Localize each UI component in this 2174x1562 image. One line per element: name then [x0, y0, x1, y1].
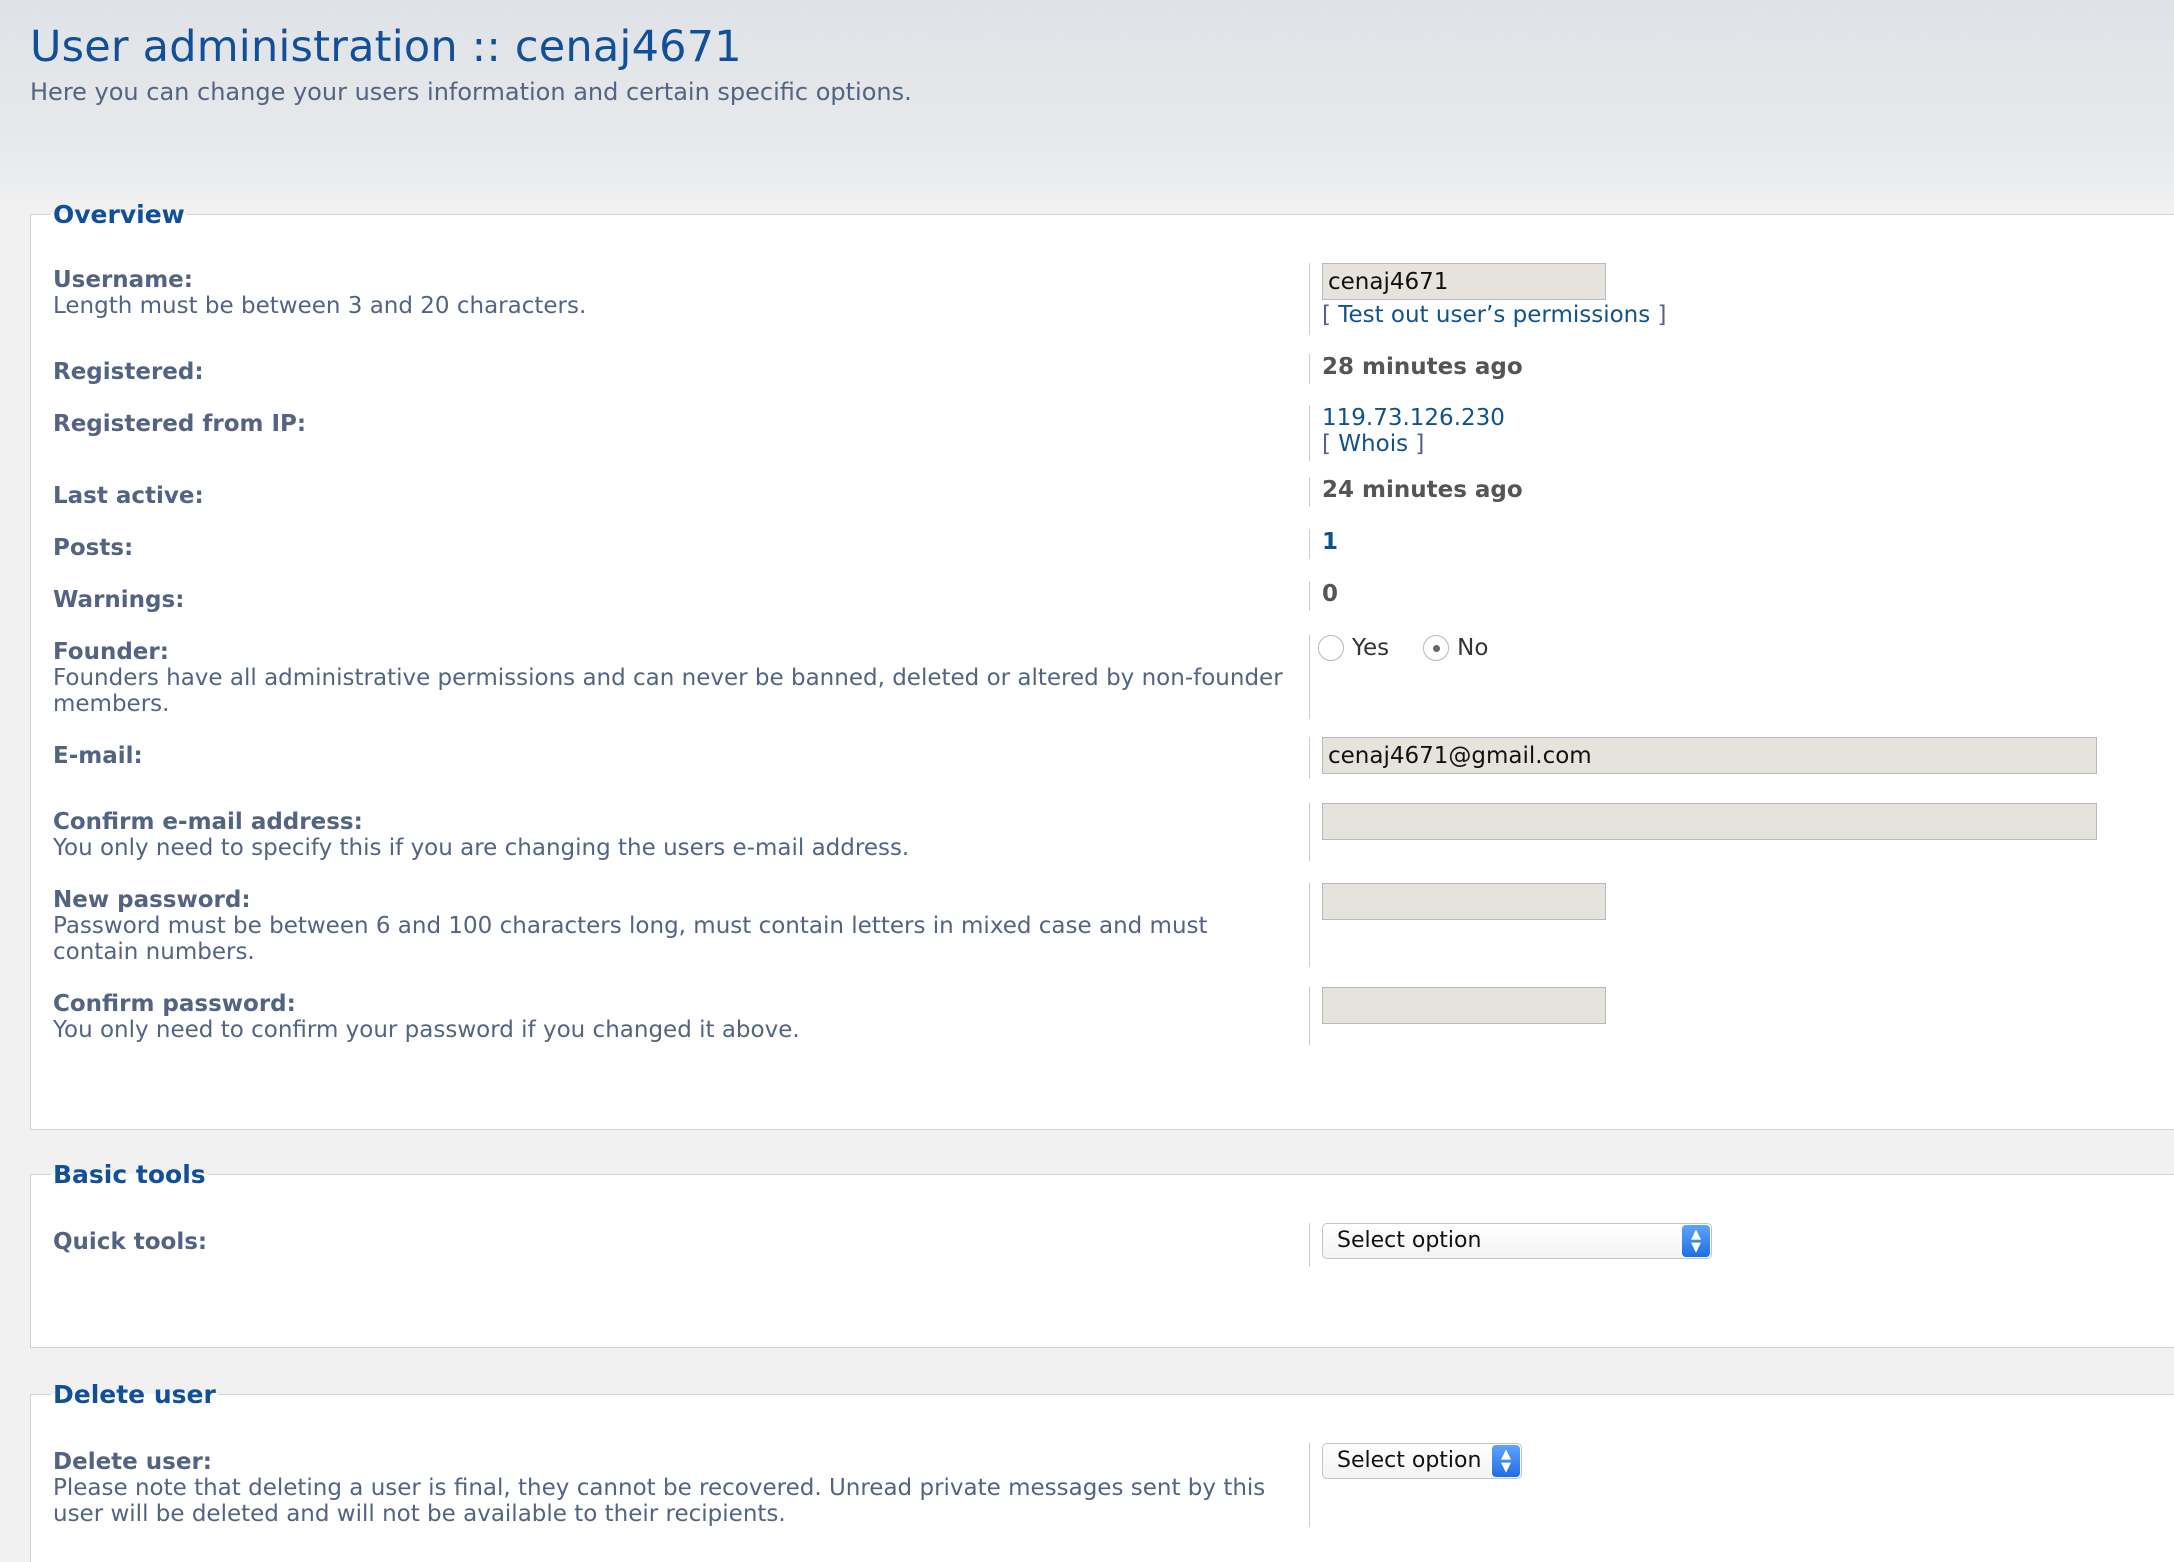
bracket-open: [ [1322, 431, 1331, 457]
radio-yes-icon[interactable] [1318, 635, 1344, 661]
bracket-open: [ [1322, 302, 1331, 328]
quick-tools-selected: Select option [1337, 1228, 1482, 1253]
delete-user-label: Delete user: [53, 1449, 212, 1475]
last-active-label-block [53, 483, 1293, 509]
email-label: E-mail: [53, 743, 143, 769]
basic-tools-fieldset [30, 1160, 2174, 1348]
whois-link[interactable]: Whois [1338, 431, 1409, 457]
confirm-password-label-block [53, 991, 1293, 1043]
founder-no-label: No [1457, 635, 1489, 661]
confirm-password-value-block [1309, 987, 1606, 1045]
founder-no-option[interactable] [1423, 635, 1488, 661]
posts-value-block [1309, 529, 1338, 559]
founder-yes-label: Yes [1352, 635, 1390, 661]
test-permissions-line [1322, 302, 1667, 328]
delete-user-desc: Please note that deleting a user is final, they cannot be recovered. Unread private messages sent by this user will be deleted and will not be available to their recipients. [53, 1475, 1266, 1527]
whois-line [1322, 431, 1505, 457]
warnings-label-block [53, 587, 1293, 613]
registered-value-block [1309, 354, 1523, 384]
delete-user-legend: Delete user [53, 1380, 216, 1409]
overview-legend: Overview [53, 200, 185, 229]
username-desc: Length must be between 3 and 20 characters. [53, 293, 587, 319]
founder-label: Founder: [53, 639, 169, 665]
username-label-block [53, 267, 1293, 319]
confirm-email-input[interactable] [1322, 803, 2097, 840]
email-input[interactable] [1322, 737, 2097, 774]
username-label: Username: [53, 267, 193, 293]
new-password-desc: Password must be between 6 and 100 characters long, must contain letters in mixed case and must contain numbers. [53, 913, 1208, 965]
username-input[interactable] [1322, 263, 1606, 300]
confirm-password-desc: You only need to confirm your password if you changed it above. [53, 1017, 800, 1043]
confirm-email-desc: You only need to specify this if you are changing the users e-mail address. [53, 835, 910, 861]
basic-tools-legend: Basic tools [53, 1160, 206, 1189]
posts-link[interactable]: 1 [1322, 529, 1339, 555]
posts-label-block [53, 535, 1293, 561]
quick-tools-label-block [53, 1229, 1293, 1255]
registered-ip-label-block [53, 411, 1293, 437]
new-password-input[interactable] [1322, 883, 1606, 920]
confirm-email-label-block [53, 809, 1293, 861]
last-active-label: Last active: [53, 483, 204, 509]
registered-label: Registered: [53, 359, 204, 385]
founder-value-block [1309, 635, 1522, 719]
delete-user-value-block [1309, 1443, 1522, 1527]
founder-yes-option[interactable] [1318, 635, 1389, 661]
registered-ip-value-block [1309, 405, 1505, 461]
quick-tools-label: Quick tools: [53, 1229, 208, 1255]
delete-user-fieldset [30, 1380, 2174, 1562]
page-subtitle: Here you can change your users information and certain specific options. [30, 78, 912, 106]
new-password-label-block [53, 887, 1293, 965]
delete-user-select[interactable] [1322, 1443, 1522, 1479]
confirm-email-value-block [1309, 803, 2097, 861]
username-value-block [1309, 263, 1667, 335]
new-password-value-block [1309, 883, 1606, 967]
quick-tools-select[interactable] [1322, 1223, 1712, 1259]
page-header [30, 22, 912, 106]
registered-ip-label: Registered from IP: [53, 411, 307, 437]
email-label-block [53, 743, 1293, 769]
quick-tools-value-block [1309, 1223, 1712, 1267]
page-title: User administration :: cenaj4671 [30, 22, 742, 72]
chevron-up-down-icon[interactable]: ▲ ▼ [1492, 1445, 1520, 1477]
warnings-value-block [1309, 581, 1338, 611]
registered-ip-link[interactable]: 119.73.126.230 [1322, 405, 1505, 431]
new-password-label: New password: [53, 887, 251, 913]
confirm-password-label: Confirm password: [53, 991, 296, 1017]
delete-user-selected: Select option [1337, 1448, 1482, 1473]
registered-label-block [53, 359, 1293, 385]
founder-desc: Founders have all administrative permissions and can never be banned, deleted or altered by non-founder members. [53, 665, 1283, 717]
last-active-value: 24 minutes ago [1322, 477, 1523, 503]
radio-no-icon[interactable] [1423, 635, 1449, 661]
registered-value: 28 minutes ago [1322, 354, 1523, 380]
chevron-up-down-icon[interactable]: ▲ ▼ [1682, 1225, 1710, 1257]
warnings-label: Warnings: [53, 587, 185, 613]
email-value-block [1309, 737, 2097, 779]
founder-label-block [53, 639, 1293, 717]
overview-fieldset [30, 200, 2174, 1130]
confirm-password-input[interactable] [1322, 987, 1606, 1024]
posts-label: Posts: [53, 535, 134, 561]
warnings-value: 0 [1322, 581, 1339, 607]
founder-radio-group [1318, 635, 1522, 661]
bracket-close: ] [1657, 302, 1667, 328]
last-active-value-block [1309, 477, 1523, 507]
confirm-email-label: Confirm e-mail address: [53, 809, 363, 835]
test-permissions-link[interactable]: Test out user’s permissions [1338, 302, 1651, 328]
delete-user-label-block [53, 1449, 1303, 1527]
bracket-close: ] [1415, 431, 1425, 457]
